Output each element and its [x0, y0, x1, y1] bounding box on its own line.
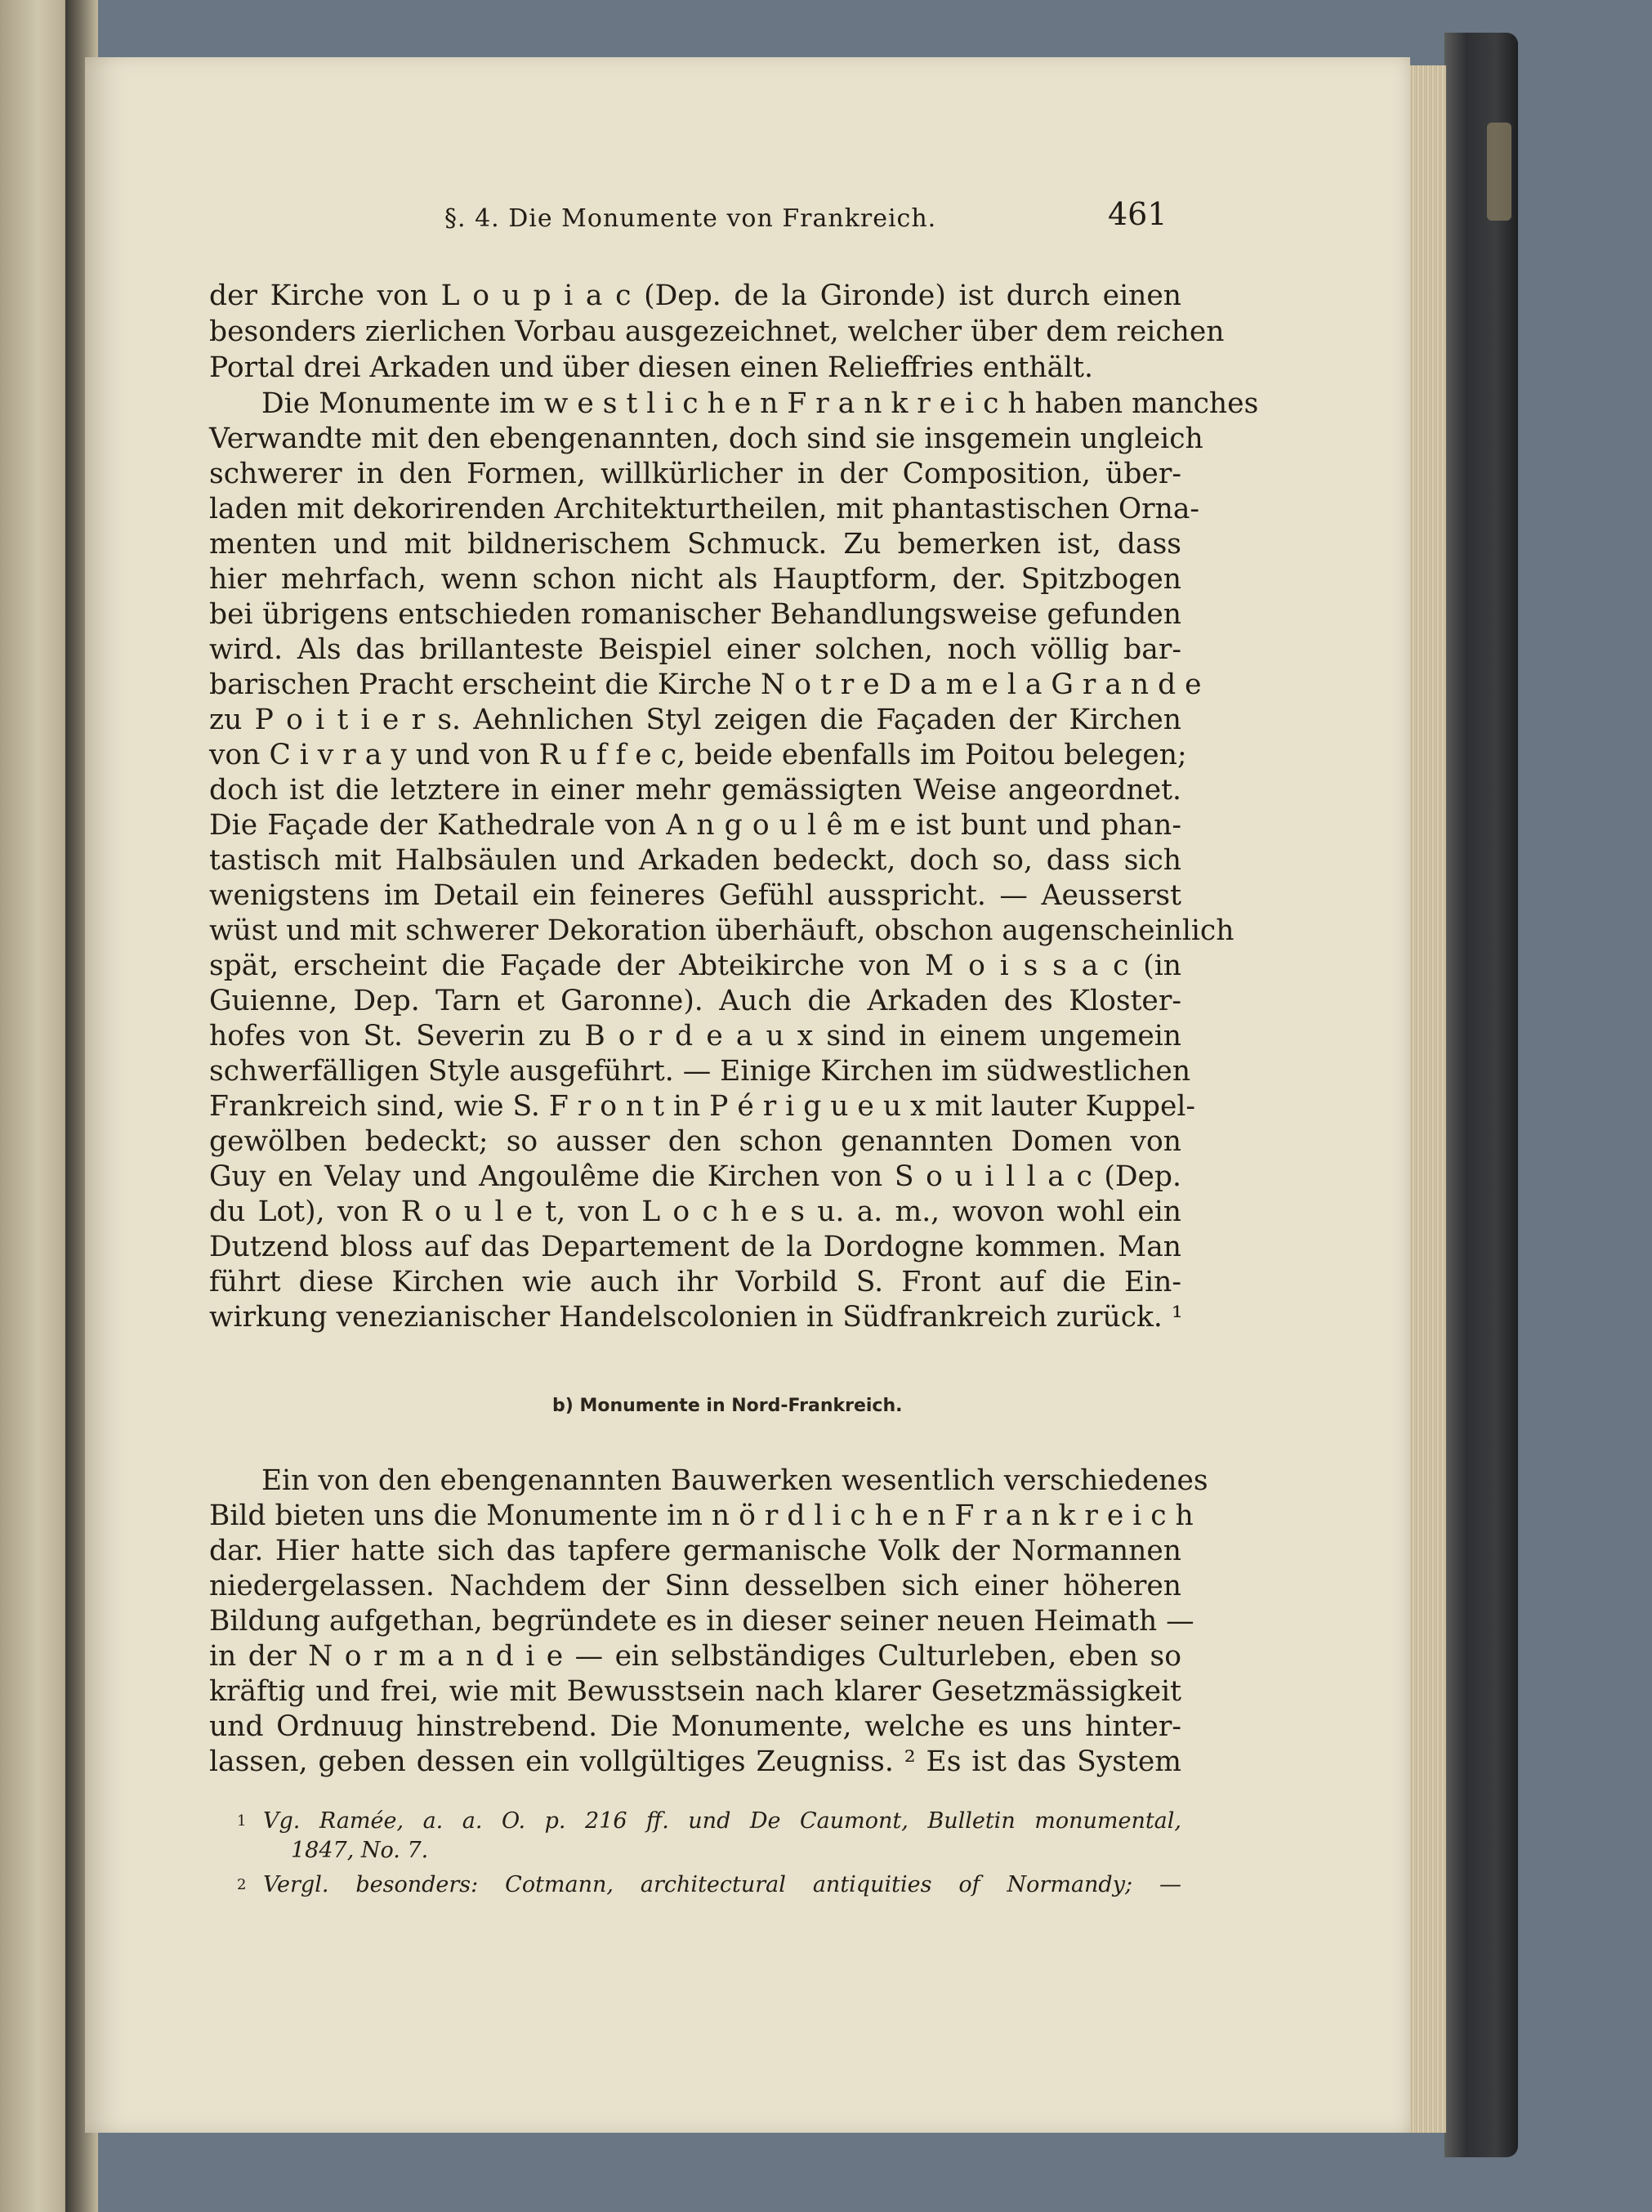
footnote-marker: 2 [237, 1876, 247, 1893]
book-cover-edge [1444, 33, 1518, 2157]
text-line: du Lot), von R o u l e t, von L o c h e s u. a. m., wovon wohl ein [209, 1195, 1181, 1228]
text-line: zu P o i t i e r s. Aehnlichen Styl zeigen die Façaden der Kirchen [209, 704, 1181, 736]
cover-hinge [1487, 123, 1511, 221]
text-line: schwerfälligen Style ausgeführt. — Einige Kirchen im südwestlichen [209, 1055, 1191, 1088]
text-line: spät, erscheint die Façade der Abteikirche von M o i s s a c (in [209, 950, 1181, 982]
text-line: Bild bieten uns die Monumente im n ö r d l i c h e n F r a n k r e i c h [209, 1499, 1194, 1532]
text-line: wenigstens im Detail ein feineres Gefühl ausspricht. — Aeusserst [209, 879, 1181, 912]
text-line: führt diese Kirchen wie auch ihr Vorbild S. Front auf die Ein- [209, 1266, 1181, 1298]
text-line: doch ist die letztere in einer mehr gemässigten Weise angeordnet. [209, 774, 1181, 807]
text-line: Portal drei Arkaden und über diesen einen Relieffries enthält. [209, 351, 1094, 384]
text-line: wirkung venezianischer Handelscolonien in Südfrankreich zurück. ¹ [209, 1301, 1183, 1334]
footnote-line: Vergl. besonders: Cotmann, architectural antiquities of Normandy; — [263, 1872, 1181, 1897]
text-line: hier mehrfach, wenn schon nicht als Hauptform, der. Spitzbogen [209, 563, 1181, 596]
text-line: der Kirche von L o u p i a c (Dep. de la Gironde) ist durch einen [209, 279, 1181, 312]
footnote-line: 1847, No. 7. [291, 1838, 429, 1863]
text-line: Guienne, Dep. Tarn et Garonne). Auch die Arkaden des Kloster- [209, 985, 1181, 1017]
footnote-line: Vg. Ramée, a. a. O. p. 216 ff. und De Caumont, Bulletin monumental, [263, 1808, 1181, 1834]
text-line: besonders zierlichen Vorbau ausgezeichnet, welcher über dem reichen [209, 315, 1225, 348]
text-line: wüst und mit schwerer Dekoration überhäuft, obschon augenscheinlich [209, 914, 1235, 947]
text-line: und Ordnuug hinstrebend. Die Monumente, welche es uns hinter- [209, 1710, 1181, 1743]
text-line: Die Façade der Kathedrale von A n g o u l ê m e ist bunt und phan- [209, 809, 1181, 842]
running-head: §. 4. Die Monumente von Frankreich. [444, 204, 937, 233]
page-block-edges [1410, 65, 1446, 2133]
page-number: 461 [1108, 196, 1168, 232]
text-line: kräftig und frei, wie mit Bewusstsein nach klarer Gesetzmässigkeit [209, 1675, 1181, 1708]
text-line: Verwandte mit den ebengenannten, doch sind sie insgemein ungleich [209, 422, 1203, 455]
footnote-marker: 1 [237, 1812, 247, 1830]
text-line: Dutzend bloss auf das Departement de la Dordogne kommen. Man [209, 1231, 1181, 1263]
text-line: dar. Hier hatte sich das tapfere germanische Volk der Normannen [209, 1535, 1181, 1567]
text-line: gewölben bedeckt; so ausser den schon genannten Domen von [209, 1125, 1181, 1158]
previous-page-edge [0, 0, 70, 2212]
text-line: Die Monumente im w e s t l i c h e n F r a n k r e i c h haben manches [261, 387, 1259, 420]
subsection-heading: b) Monumente in Nord-Frankreich. [552, 1396, 903, 1416]
text-line: laden mit dekorirenden Architekturtheilen, mit phantastischen Orna- [209, 493, 1200, 525]
text-line: lassen, geben dessen ein vollgültiges Zeugniss. ² Es ist das System [209, 1745, 1181, 1778]
text-line: barischen Pracht erscheint die Kirche N o t r e D a m e l a G r a n d e [209, 668, 1202, 701]
text-line: hofes von St. Severin zu B o r d e a u x sind in einem ungemein [209, 1020, 1181, 1052]
text-line: niedergelassen. Nachdem der Sinn desselben sich einer höheren [209, 1570, 1181, 1602]
text-line: von C i v r a y und von R u f f e c, beide ebenfalls im Poitou belegen; [209, 739, 1187, 771]
text-line: Frankreich sind, wie S. F r o n t in P é r i g u e u x mit lauter Kuppel- [209, 1090, 1196, 1123]
text-line: tastisch mit Halbsäulen und Arkaden bedeckt, doch so, dass sich [209, 844, 1181, 877]
text-line: Bildung aufgethan, begründete es in dieser seiner neuen Heimath — [209, 1605, 1194, 1638]
text-line: wird. Als das brillanteste Beispiel einer solchen, noch völlig bar- [209, 633, 1181, 666]
text-line: bei übrigens entschieden romanischer Behandlungsweise gefunden [209, 598, 1181, 631]
text-line: Ein von den ebengenannten Bauwerken wesentlich verschiedenes [261, 1464, 1208, 1497]
text-line: in der N o r m a n d i e — ein selbständiges Culturleben, eben so [209, 1640, 1181, 1673]
text-line: schwerer in den Formen, willkürlicher in der Composition, über- [209, 458, 1181, 490]
text-line: menten und mit bildnerischem Schmuck. Zu bemerken ist, dass [209, 528, 1181, 561]
text-line: Guy en Velay und Angoulême die Kirchen von S o u i l l a c (Dep. [209, 1160, 1181, 1193]
